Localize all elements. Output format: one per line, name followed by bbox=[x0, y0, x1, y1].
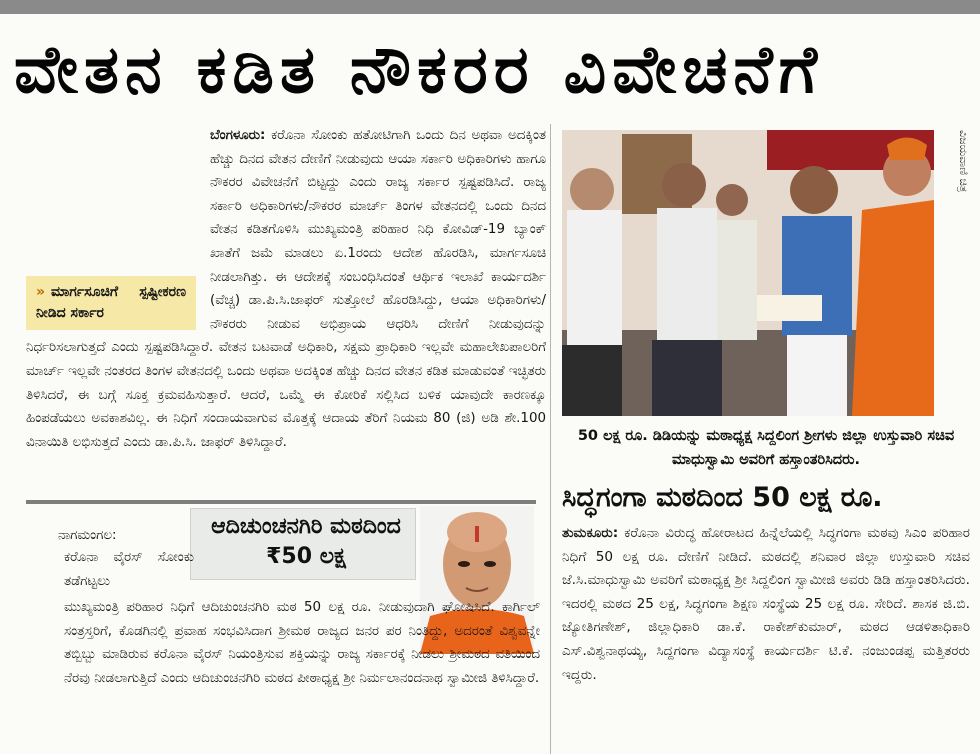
page-headline: ವೇತನ ಕಡಿತ ನೌಕರರ ವಿವೇಚನೆಗೆ bbox=[14, 31, 824, 108]
section-divider bbox=[26, 500, 536, 504]
article-adichunchanagiri-dateline: ನಾಗಮಂಗಲ: bbox=[58, 528, 117, 543]
article-main-dateline: ಬೆಂಗಳೂರು: bbox=[210, 128, 266, 143]
photo-illustration bbox=[562, 130, 934, 416]
photo-credit: ವಿಜಯವಾಣಿ ಚಿತ್ರ bbox=[957, 130, 970, 193]
article-adichunchanagiri-headline: ಆದಿಚುಂಚನಗಿರಿ ಮಠದಿಂದ ₹50 ಲಕ್ಷ bbox=[211, 514, 401, 569]
photo-caption: 50 ಲಕ್ಷ ರೂ. ಡಿಡಿಯನ್ನು ಮಠಾಧ್ಯಕ್ಷ ಸಿದ್ದಲಿಂಗ ಶ್ರೀಗಳು ಜಿಲ್ಲಾ ಉಸ್ತುವಾರಿ ಸಚಿವ ಮಾಧುಸ್ವಾಮಿ ಅವರಿಗೆ ಹಸ್ತಾಂತರಿಸಿದರು. bbox=[577, 428, 955, 468]
pullquote-text: ಮಾರ್ಗಸೂಚಿಗೆ ಸ್ಪಷ್ಟೀಕರಣ ನೀಡಿದ ಸರ್ಕಾರ bbox=[36, 284, 186, 321]
pullquote-box bbox=[26, 276, 196, 330]
article-adichunchanagiri bbox=[64, 596, 540, 690]
article-adichunchanagiri-body: ಮುಖ್ಯಮಂತ್ರಿ ಪರಿಹಾರ ನಿಧಿಗೆ ಆದಿಚುಂಚನಗಿರಿ ಮಠ 50 ಲಕ್ಷ ರೂ. ನೀಡುವುದಾಗಿ ಘೋಷಿಸಿದೆ. ಕಾರ್ಗಿಲ್ ಸಂತ್ರಸ್ತರಿಗೆ, ಕೊಡಗಿನಲ್ಲಿ ಪ್ರವಾಹ ಸಂಭವಿಸಿದಾಗ ಶ್ರೀಮಠ ರಾಜ್ಯದ ಜನರ ಪರ ನಿಂತಿದ್ದು, ಅದರಂತೆ ವಿಶ್ವವನ್ನೇ ತಬ್ಬಿಬ್ಬು ಮಾಡಿರುವ ಕರೊನಾ ವೈರಸ್ ನಿಯಂತ್ರಿಸುವ ಶಕ್ತಿಯನ್ನು ರಾಜ್ಯ ಸರ್ಕಾರಕ್ಕೆ ನೀಡಲು ಶ್ರೀಮಠದ ವತಿಯಿಂದ ನೆರವು ನೀಡಲಾಗುತ್ತಿದೆ ಎಂದು ಆದಿಚುಂಚನಗಿರಿ ಮಠದ ಪೀಠಾಧ್ಯಕ್ಷ ಶ್ರೀ ನಿರ್ಮಲಾನಂದನಾಥ ಸ್ವಾಮೀಜಿ ತಿಳಿಸಿದ್ದಾರೆ. bbox=[64, 600, 540, 686]
article-siddaganga-dateline: ತುಮಕೂರು: bbox=[562, 525, 619, 541]
top-rule bbox=[0, 0, 980, 14]
photo-donation-handover bbox=[562, 130, 934, 416]
column-divider bbox=[550, 124, 551, 754]
article-siddaganga bbox=[562, 522, 970, 687]
article-adichunchanagiri-intro: ಕರೊನಾ ವೈರಸ್ ಸೋಂಕು ತಡೆಗಟ್ಟಲು bbox=[64, 550, 194, 589]
article-main-body: ಕರೊನಾ ಸೋಂಕು ಹತೋಟಿಗಾಗಿ ಒಂದು ದಿನ ಅಥವಾ ಅದಕ್ಕಿಂತ ಹೆಚ್ಚು ದಿನದ ವೇತನ ದೇಣಿಗೆ ನೀಡುವುದು ಆಯಾ ಸರ್ಕಾರಿ ಅಧಿಕಾರಿಗಳು ಹಾಗೂ ನೌಕರರ ವಿವೇಚನೆಗೆ ಬಿಟ್ಟದ್ದು ಎಂದು ರಾಜ್ಯ ಸರ್ಕಾರ ಸ್ಪಷ್ಟಪಡಿಸಿದೆ. ರಾಜ್ಯ ಸರ್ಕಾರಿ ಅಧಿಕಾರಿಗಳು/ನೌಕರರ ಮಾರ್ಚ್ ತಿಂಗಳ ವೇತನದಲ್ಲಿ ಒಂದು ದಿನದ ವೇತನ ಕಡಿತಗೊಳಿಸಿ ಮುಖ್ಯಮಂತ್ರಿ ಪರಿಹಾರ ನಿಧಿ ಕೋವಿಡ್-19 ಬ್ಯಾಂಕ್ ಖಾತೆಗೆ ಜಮೆ ಮಾಡಲು ಏ.1ರಂದು ಆದೇಶ ಹೊರಡಿಸಿ, ಮಾರ್ಗಸೂಚಿ ನೀಡಲಾಗಿತ್ತು. ಈ ಆದೇಶಕ್ಕೆ ಸಂಬಂಧಿಸಿದಂತೆ ಆರ್ಥಿಕ ಇಲಾಖೆ ಕಾರ್ಯದರ್ಶಿ (ವೆಚ್ಚ) ಡಾ.ಪಿ.ಸಿ.ಜಾಫರ್ ಸುತ್ತೋಲೆ ಹೊರಡಿಸಿದ್ದು, ಆಯಾ ಅಧಿಕಾರಿಗಳು/ನೌಕರರು ನೀಡುವ ಅಭಿಪ್ರಾಯ ಆಧರಿಸಿ ದೇಣಿಗೆ ನೀಡುವುದನ್ನು ನಿರ್ಧರಿಸಲಾಗುತ್ತದೆ ಎಂದು ಸ್ಪಷ್ಟಪಡಿಸಿದ್ದಾರೆ. ವೇತನ ಬಟವಾಡೆ ಅಧಿಕಾರಿ, ಸಕ್ಷಮ ಪ್ರಾಧಿಕಾರಿ ಇಲ್ಲವೇ ಮಹಾಲೇಖಪಾಲರಿಗೆ ಮಾರ್ಚ್ ಇಲ್ಲವೇ ನಂತರದ ತಿಂಗಳ ವೇತನದಲ್ಲಿ ಒಂದು ಅಥವಾ ಅದಕ್ಕಿಂತ ಹೆಚ್ಚು ದಿನದ ವೇತನ ಕಡಿತ ಮಾಡುವಂತೆ ಇಚ್ಛಿತರು ತಿಳಿಸಿದರೆ, ಈ ಬಗ್ಗೆ ಸೂಕ್ತ ಕ್ರಮವಹಿಸುತ್ತಾರೆ. ಆದರೆ, ಒಮ್ಮೆ ಈ ಕೋರಿಕೆ ಸಲ್ಲಿಸಿದ ಬಳಿಕ ಯಾವುದೇ ಕಾರಣಕ್ಕೂ ಹಿಂಪಡೆಯಲು ಅವಕಾಶವಿಲ್ಲ. ಈ ನಿಧಿಗೆ ಸಂದಾಯವಾಗುವ ಮೊತ್ತಕ್ಕೆ ಆದಾಯ ತೆರಿಗೆ ನಿಯಮ 80 (ಜಿ) ಅಡಿ ಶೇ.100 ವಿನಾಯಿತಿ ಲಭಿಸುತ್ತದೆ ಎಂದು ಡಾ.ಪಿ.ಸಿ. ಜಾಫರ್ ತಿಳಿಸಿದ್ದಾರೆ. bbox=[26, 128, 546, 450]
article-siddaganga-headline: ಸಿದ್ಧಗಂಗಾ ಮಠದಿಂದ 50 ಲಕ್ಷ ರೂ. bbox=[562, 482, 883, 513]
article-siddaganga-body: ಕರೊನಾ ವಿರುದ್ಧ ಹೋರಾಟದ ಹಿನ್ನೆಲೆಯಲ್ಲಿ ಸಿದ್ಧಗಂಗಾ ಮಠವು ಸಿಎಂ ಪರಿಹಾರ ನಿಧಿಗೆ 50 ಲಕ್ಷ ರೂ. ದೇಣಿಗೆ ನೀಡಿದೆ. ಮಠದಲ್ಲಿ ಶನಿವಾರ ಜಿಲ್ಲಾ ಉಸ್ತುವಾರಿ ಸಚಿವ ಜೆ.ಸಿ.ಮಾಧುಸ್ವಾಮಿ ಅವರಿಗೆ ಮಠಾಧ್ಯಕ್ಷ ಶ್ರೀ ಸಿದ್ದಲಿಂಗ ಸ್ವಾಮೀಜಿ ಅವರು ಡಿಡಿ ಹಸ್ತಾಂತರಿಸಿದರು. ಇದರಲ್ಲಿ ಮಠದ 25 ಲಕ್ಷ, ಸಿದ್ಧಗಂಗಾ ಶಿಕ್ಷಣ ಸಂಸ್ಥೆಯ 25 ಲಕ್ಷ ರೂ. ಸೇರಿದೆ. ಶಾಸಕ ಜಿ.ಬಿ. ಜ್ಯೋತಿಗಣೇಶ್, ಜಿಲ್ಲಾಧಿಕಾರಿ ಡಾ.ಕೆ. ರಾಕೇಶ್‌ಕುಮಾರ್, ಮಠದ ಆಡಳಿತಾಧಿಕಾರಿ ಎಸ್.ವಿಶ್ವನಾಥಯ್ಯ, ಸಿದ್ದಗಂಗಾ ವಿದ್ಯಾಸಂಸ್ಥೆ ಕಾರ್ಯದರ್ಶಿ ಟಿ.ಕೆ. ನಂಜುಂಡಪ್ಪ ಮತ್ತಿತರರು ಇದ್ದರು. bbox=[562, 525, 970, 683]
article-main bbox=[26, 124, 546, 454]
pullquote-marker: » bbox=[36, 284, 46, 300]
